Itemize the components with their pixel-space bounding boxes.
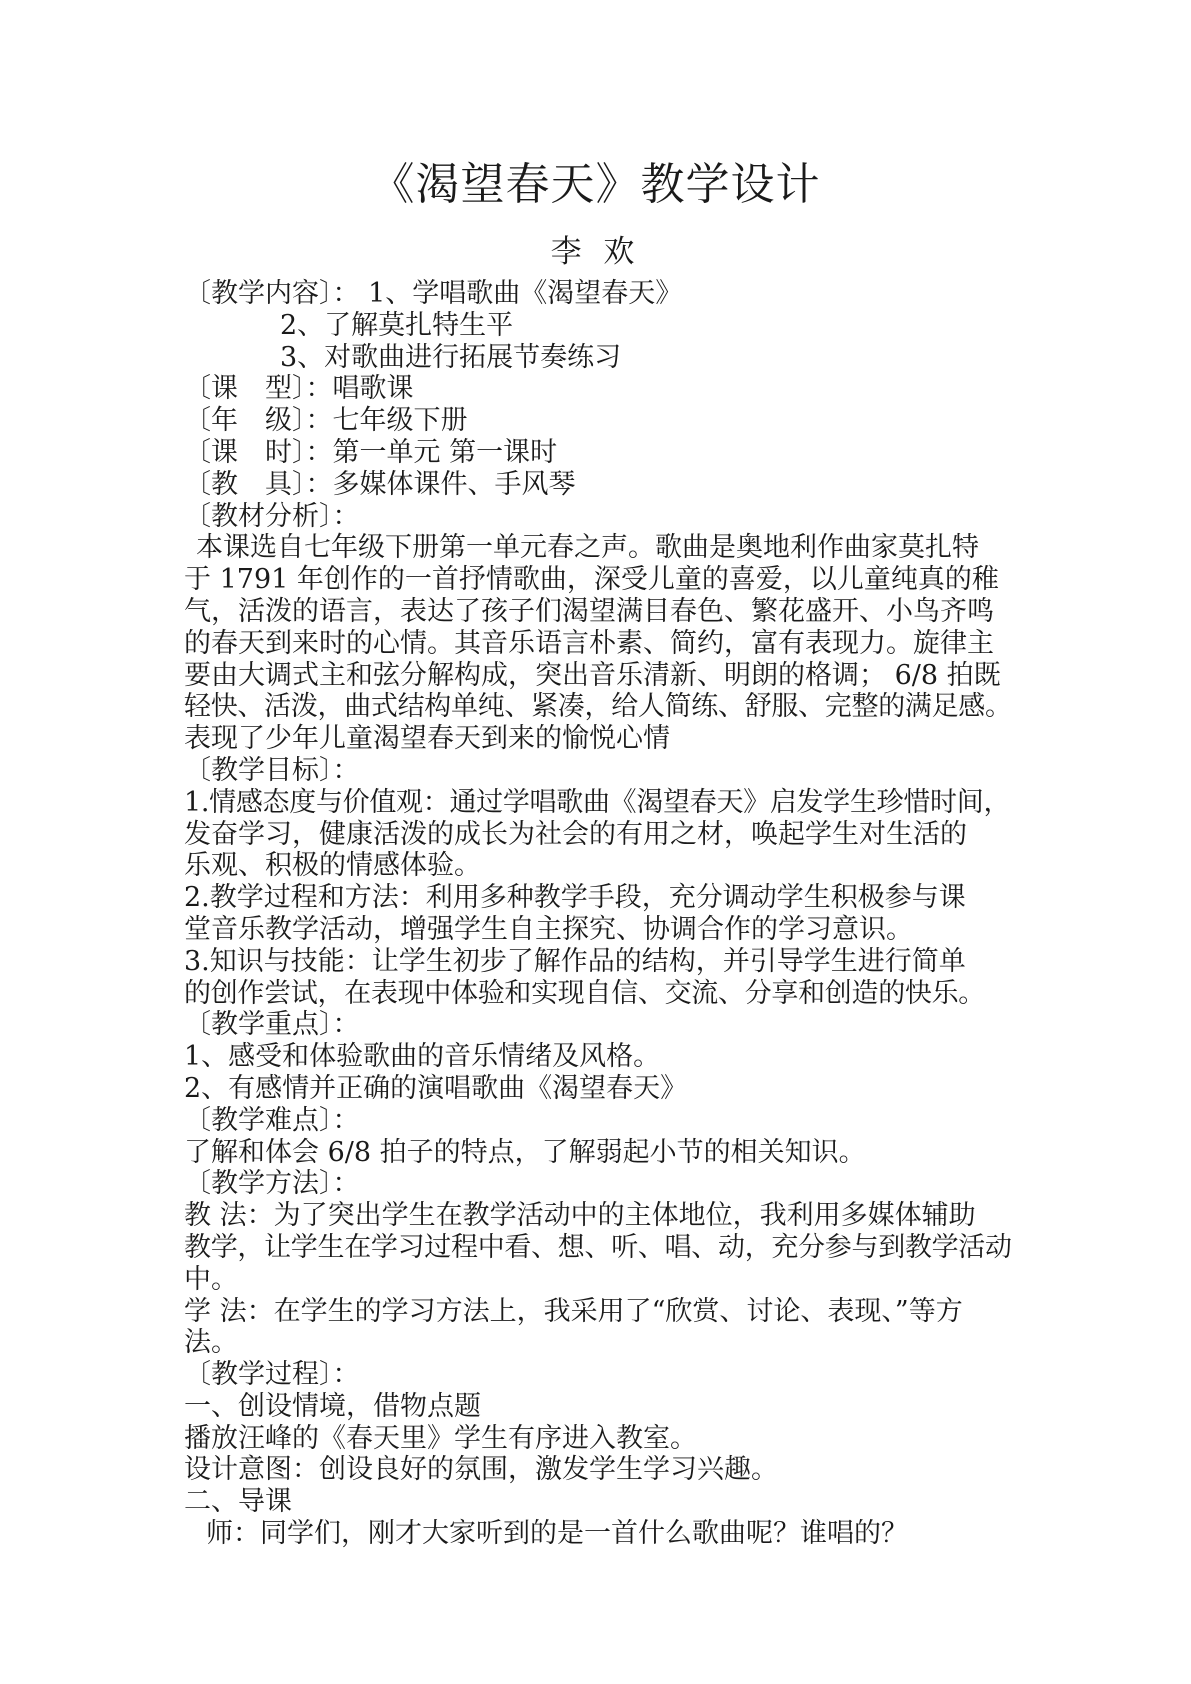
paragraph-line: 本课选自七年级下册第一单元春之声。歌曲是奥地利作曲家莫扎特 xyxy=(196,532,979,564)
difficulty-line: 了解和体会 6/8 拍子的特点，了解弱起小节的相关知识。 xyxy=(184,1136,866,1168)
process-line: 二、导课 xyxy=(184,1486,292,1518)
field-teaching-aids: 〔教 具〕：多媒体课件、手风琴 xyxy=(184,468,576,500)
field-grade: 〔年 级〕：七年级下册 xyxy=(184,405,468,437)
goal-line: 2.教学过程和方法：利用多种教学手段，充分调动学生积极参与课 xyxy=(184,882,966,914)
document-title: 《渴望春天》教学设计 xyxy=(370,159,821,210)
goal-line: 乐观、积极的情感体验。 xyxy=(184,850,481,882)
section-material-analysis: 〔教材分析〕： xyxy=(184,500,360,532)
field-lesson-time: 〔课 时〕：第一单元 第一课时 xyxy=(184,436,558,468)
section-teaching-goals: 〔教学目标〕： xyxy=(184,754,360,786)
method-line: 教学，让学生在学习过程中看、想、听、唱、动，充分参与到教学活动 xyxy=(184,1231,1012,1263)
paragraph-line: 要由大调式主和弦分解构成，突出音乐清新、明朗的格调； 6/8 拍既 xyxy=(184,659,1001,691)
content-item-2: 2、了解莫扎特生平 xyxy=(280,309,514,341)
section-teaching-content: 〔教学内容〕： 1、学唱歌曲《渴望春天》 xyxy=(184,278,683,309)
section-teaching-methods: 〔教学方法〕： xyxy=(184,1168,360,1200)
paragraph-line: 轻快、活泼，曲式结构单纯、紧凑，给人简练、舒服、完整的满足感。 xyxy=(184,691,1012,723)
document-body xyxy=(184,278,1014,1550)
method-line: 法。 xyxy=(184,1327,238,1359)
goal-line: 发奋学习，健康活泼的成长为社会的有用之材，唤起学生对生活的 xyxy=(184,818,967,850)
goal-line: 堂音乐教学活动，增强学生自主探究、协调合作的学习意识。 xyxy=(184,913,913,945)
goal-line: 3.知识与技能：让学生初步了解作品的结构，并引导学生进行简单 xyxy=(184,945,966,977)
process-line: 师：同学们，刚才大家听到的是一首什么歌曲呢？谁唱的？ xyxy=(206,1518,908,1550)
goal-line: 1.情感态度与价值观：通过学唱歌曲《渴望春天》启发学生珍惜时间， xyxy=(184,786,1011,818)
paragraph-line: 于 1791 年创作的一首抒情歌曲，深受儿童的喜爱，以儿童纯真的稚 xyxy=(184,564,999,596)
process-line: 播放汪峰的《春天里》学生有序进入教室。 xyxy=(184,1422,697,1454)
process-line: 设计意图：创设良好的氛围，激发学生学习兴趣。 xyxy=(184,1454,778,1486)
paragraph-line: 的春天到来时的心情。其音乐语言朴素、简约，富有表现力。旋律主 xyxy=(184,627,994,659)
document-author: 李 欢 xyxy=(550,234,641,270)
paragraph-line: 表现了少年儿童渴望春天到来的愉悦心情 xyxy=(184,723,670,755)
section-key-points: 〔教学重点〕： xyxy=(184,1009,360,1041)
process-line: 一、创设情境，借物点题 xyxy=(184,1390,481,1422)
content-item-3: 3、对歌曲进行拓展节奏练习 xyxy=(280,341,622,373)
method-line: 中。 xyxy=(184,1263,238,1295)
section-teaching-process: 〔教学过程〕： xyxy=(184,1359,360,1391)
field-lesson-type: 〔课 型〕：唱歌课 xyxy=(184,373,414,405)
section-difficulties: 〔教学难点〕： xyxy=(184,1104,360,1136)
goal-line: 的创作尝试，在表现中体验和实现自信、交流、分享和创造的快乐。 xyxy=(184,977,985,1009)
key-point-line: 1、感受和体验歌曲的音乐情绪及风格。 xyxy=(184,1041,661,1073)
method-line: 学 法：在学生的学习方法上，我采用了“欣赏、讨论、表现、”等方 xyxy=(184,1295,963,1327)
key-point-line: 2、有感情并正确的演唱歌曲《渴望春天》 xyxy=(184,1072,688,1104)
paragraph-line: 气，活泼的语言，表达了孩子们渴望满目春色、繁花盛开、小鸟齐鸣 xyxy=(184,595,994,627)
method-line: 教 法：为了突出学生在教学活动中的主体地位，我利用多媒体辅助 xyxy=(184,1200,976,1232)
